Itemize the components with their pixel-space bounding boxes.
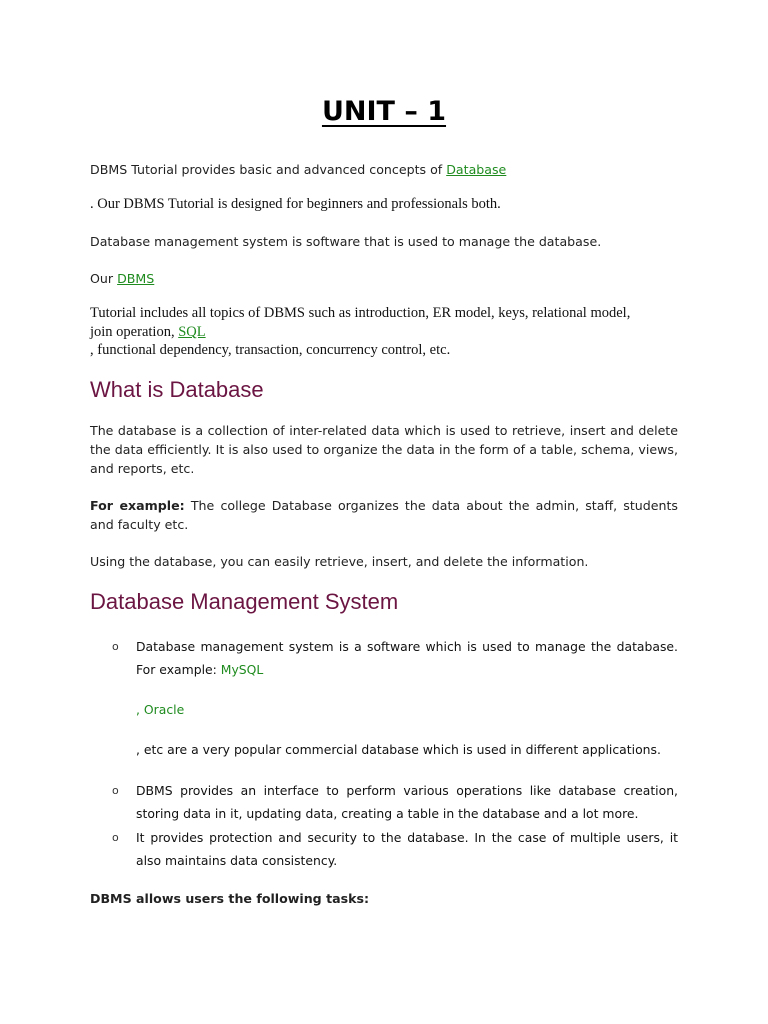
bullet-1-text: Database management system is a software which is used to manage the database. For example: MySQL [136, 639, 678, 677]
intro-line-2: . Our DBMS Tutorial is designed for beginners and professionals both. [90, 196, 501, 212]
oracle-link[interactable]: , Oracle [136, 702, 185, 717]
page-title: UNIT – 1 [321, 96, 447, 127]
intro-line-6: join operation, SQL [90, 324, 206, 340]
example-label: For example: [90, 498, 185, 513]
database-link[interactable]: Database [446, 162, 507, 177]
database-usage-paragraph: Using the database, you can easily retrieve, insert, and delete the information. [90, 554, 589, 569]
intro-line-1: DBMS Tutorial provides basic and advanced concepts of Database [90, 162, 507, 177]
dbms-link[interactable]: DBMS [117, 271, 155, 286]
example-paragraph: For example: The college Database organizes the data about the admin, staff, students and faculty etc. [90, 498, 678, 532]
intro-line-7: , functional dependency, transaction, concurrency control, etc. [90, 342, 451, 358]
intro-line-5: Tutorial includes all topics of DBMS such as introduction, ER model, keys, relational model, [90, 305, 631, 321]
intro-line-3: Database management system is software that is used to manage the database. [90, 234, 602, 249]
bullet-1-tail: , etc are a very popular commercial database which is used in different applications. [136, 742, 661, 757]
dbms-tasks-label: DBMS allows users the following tasks: [90, 891, 369, 906]
bullet-2-text: DBMS provides an interface to perform various operations like database creation, storing data in it, updating data, creating a table in the database and a lot more. [136, 783, 678, 821]
bullet-3-text: It provides protection and security to the database. In the case of multiple users, it also maintains data consistency. [136, 830, 678, 868]
bullet-marker-2: o [112, 784, 119, 797]
bullet-marker-3: o [112, 831, 119, 844]
database-definition-paragraph: The database is a collection of inter-related data which is used to retrieve, insert and delete the data efficiently. It is also used to organize the data in the form of a table, schema, views, and reports, etc. [90, 423, 678, 476]
intro-line-4: Our DBMS [90, 271, 155, 286]
section-heading-dbms: Database Management System [90, 589, 399, 614]
sql-link[interactable]: SQL [178, 324, 206, 340]
section-heading-what-is-database: What is Database [90, 377, 264, 402]
mysql-link[interactable]: MySQL [220, 661, 264, 677]
bullet-marker-1: o [112, 640, 119, 653]
